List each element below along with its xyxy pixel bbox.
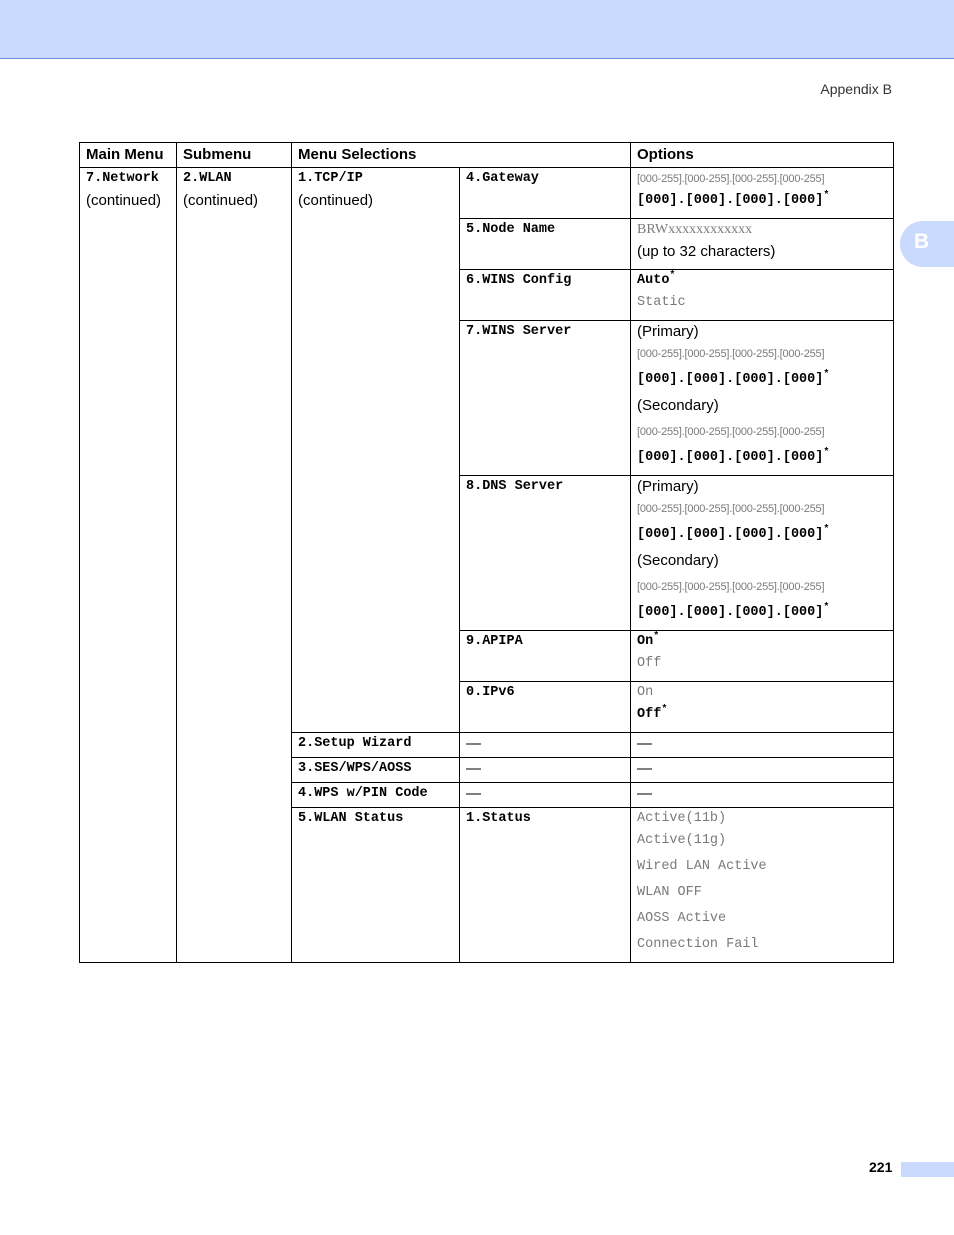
tcpip-cell: [292, 168, 460, 733]
header-menu-selections: Menu Selections: [292, 143, 631, 168]
primary-label: (Primary): [637, 323, 699, 340]
main-menu-label: 7.Network: [86, 171, 159, 186]
wlan-status-cell: [292, 808, 460, 963]
wps-pin-label: 4.WPS w/PIN Code: [298, 786, 428, 801]
wins-config-static: Static: [637, 295, 686, 310]
wins-config-options: [631, 270, 894, 321]
default-mark: *: [823, 602, 830, 614]
ip-range: [000-255].[000-255].[000-255].[000-255]: [637, 426, 825, 438]
apipa-options: [631, 631, 894, 682]
wlan-status-options: [631, 808, 894, 963]
tcpip-note: (continued): [298, 192, 374, 209]
node-name-note: (up to 32 characters): [637, 243, 776, 260]
main-menu-cell: [80, 168, 177, 963]
wlan-status-label: 5.WLAN Status: [298, 811, 404, 826]
status-option: Connection Fail: [637, 937, 759, 952]
network-menu-table: [79, 142, 894, 963]
ses-wps-aoss-sub: [460, 758, 631, 783]
header-options: Options: [631, 143, 894, 168]
ip-default: [000].[000].[000].[000]*: [637, 447, 830, 465]
page-number-bar: [901, 1162, 954, 1177]
secondary-label: (Secondary): [637, 552, 719, 569]
node-name-value: BRWxxxxxxxxxxxx: [637, 222, 753, 237]
ip-default: [000].[000].[000].[000]*: [637, 524, 830, 542]
default-mark: *: [823, 447, 830, 459]
gateway-options: [631, 168, 894, 219]
ipv6-cell: [460, 682, 631, 733]
wps-pin-sub: [460, 783, 631, 808]
default-mark: *: [661, 704, 668, 716]
apipa-label: 9.APIPA: [466, 634, 523, 649]
header-submenu: Submenu: [177, 143, 292, 168]
setup-wizard-options: [631, 733, 894, 758]
section-label: Appendix B: [820, 81, 892, 97]
default-mark: *: [669, 270, 676, 282]
wps-pin-options: [631, 783, 894, 808]
submenu-cell: [177, 168, 292, 963]
dash: —: [637, 785, 653, 802]
table-row: [80, 168, 894, 219]
default-mark: *: [823, 524, 830, 536]
dns-server-label: 8.DNS Server: [466, 479, 564, 494]
dash: —: [637, 760, 653, 777]
primary-label: (Primary): [637, 478, 699, 495]
main-menu-note: (continued): [86, 192, 162, 209]
dash: —: [466, 760, 481, 777]
dash: —: [466, 785, 481, 802]
status-option: Active(11b): [637, 811, 727, 826]
apipa-off: Off: [637, 656, 662, 671]
status-option: WLAN OFF: [637, 885, 702, 900]
dns-server-cell: [460, 476, 631, 631]
status-option: Wired LAN Active: [637, 859, 767, 874]
apipa-cell: [460, 631, 631, 682]
wins-config-auto: Auto*: [637, 270, 676, 288]
submenu-label: 2.WLAN: [183, 171, 232, 186]
header-band: [0, 0, 954, 59]
ip-range: [000-255].[000-255].[000-255].[000-255]: [637, 581, 825, 593]
status-option: AOSS Active: [637, 911, 727, 926]
ses-wps-aoss-cell: [292, 758, 460, 783]
appendix-tab: [900, 221, 954, 267]
header-main-menu: Main Menu: [80, 143, 177, 168]
ses-wps-aoss-options: [631, 758, 894, 783]
ip-default: [000].[000].[000].[000]*: [637, 369, 830, 387]
ip-default: [000].[000].[000].[000]*: [637, 190, 830, 208]
gateway-label: 4.Gateway: [466, 171, 539, 186]
page-number: 221: [869, 1159, 893, 1175]
status-option: Active(11g): [637, 833, 727, 848]
ses-wps-aoss-label: 3.SES/WPS/AOSS: [298, 761, 412, 776]
ip-range: [000-255].[000-255].[000-255].[000-255]: [637, 503, 825, 515]
ipv6-on: On: [637, 685, 654, 700]
setup-wizard-sub: [460, 733, 631, 758]
node-name-label: 5.Node Name: [466, 222, 556, 237]
default-mark: *: [653, 631, 660, 643]
ipv6-options: [631, 682, 894, 733]
secondary-label: (Secondary): [637, 397, 719, 414]
apipa-on: On*: [637, 631, 660, 649]
ipv6-label: 0.IPv6: [466, 685, 515, 700]
dns-server-options: [631, 476, 894, 631]
submenu-note: (continued): [183, 192, 259, 209]
wins-server-cell: [460, 321, 631, 476]
dash: —: [637, 735, 653, 752]
table-header-row: [80, 143, 894, 168]
wins-server-label: 7.WINS Server: [466, 324, 572, 339]
default-mark: *: [823, 369, 830, 381]
gateway-cell: [460, 168, 631, 219]
wps-pin-cell: [292, 783, 460, 808]
wins-config-cell: [460, 270, 631, 321]
wlan-status-sub: [460, 808, 631, 963]
ipv6-off: Off*: [637, 704, 668, 722]
wins-config-label: 6.WINS Config: [466, 273, 572, 288]
wins-server-options: [631, 321, 894, 476]
default-mark: *: [823, 190, 830, 202]
setup-wizard-label: 2.Setup Wizard: [298, 736, 412, 751]
node-name-options: [631, 219, 894, 270]
ip-default: [000].[000].[000].[000]*: [637, 602, 830, 620]
setup-wizard-cell: [292, 733, 460, 758]
dash: —: [466, 735, 481, 752]
status-label: 1.Status: [466, 811, 531, 826]
tcpip-label: 1.TCP/IP: [298, 171, 363, 186]
ip-range: [000-255].[000-255].[000-255].[000-255]: [637, 173, 825, 185]
appendix-tab-letter: B: [914, 230, 930, 253]
node-name-cell: [460, 219, 631, 270]
ip-range: [000-255].[000-255].[000-255].[000-255]: [637, 348, 825, 360]
